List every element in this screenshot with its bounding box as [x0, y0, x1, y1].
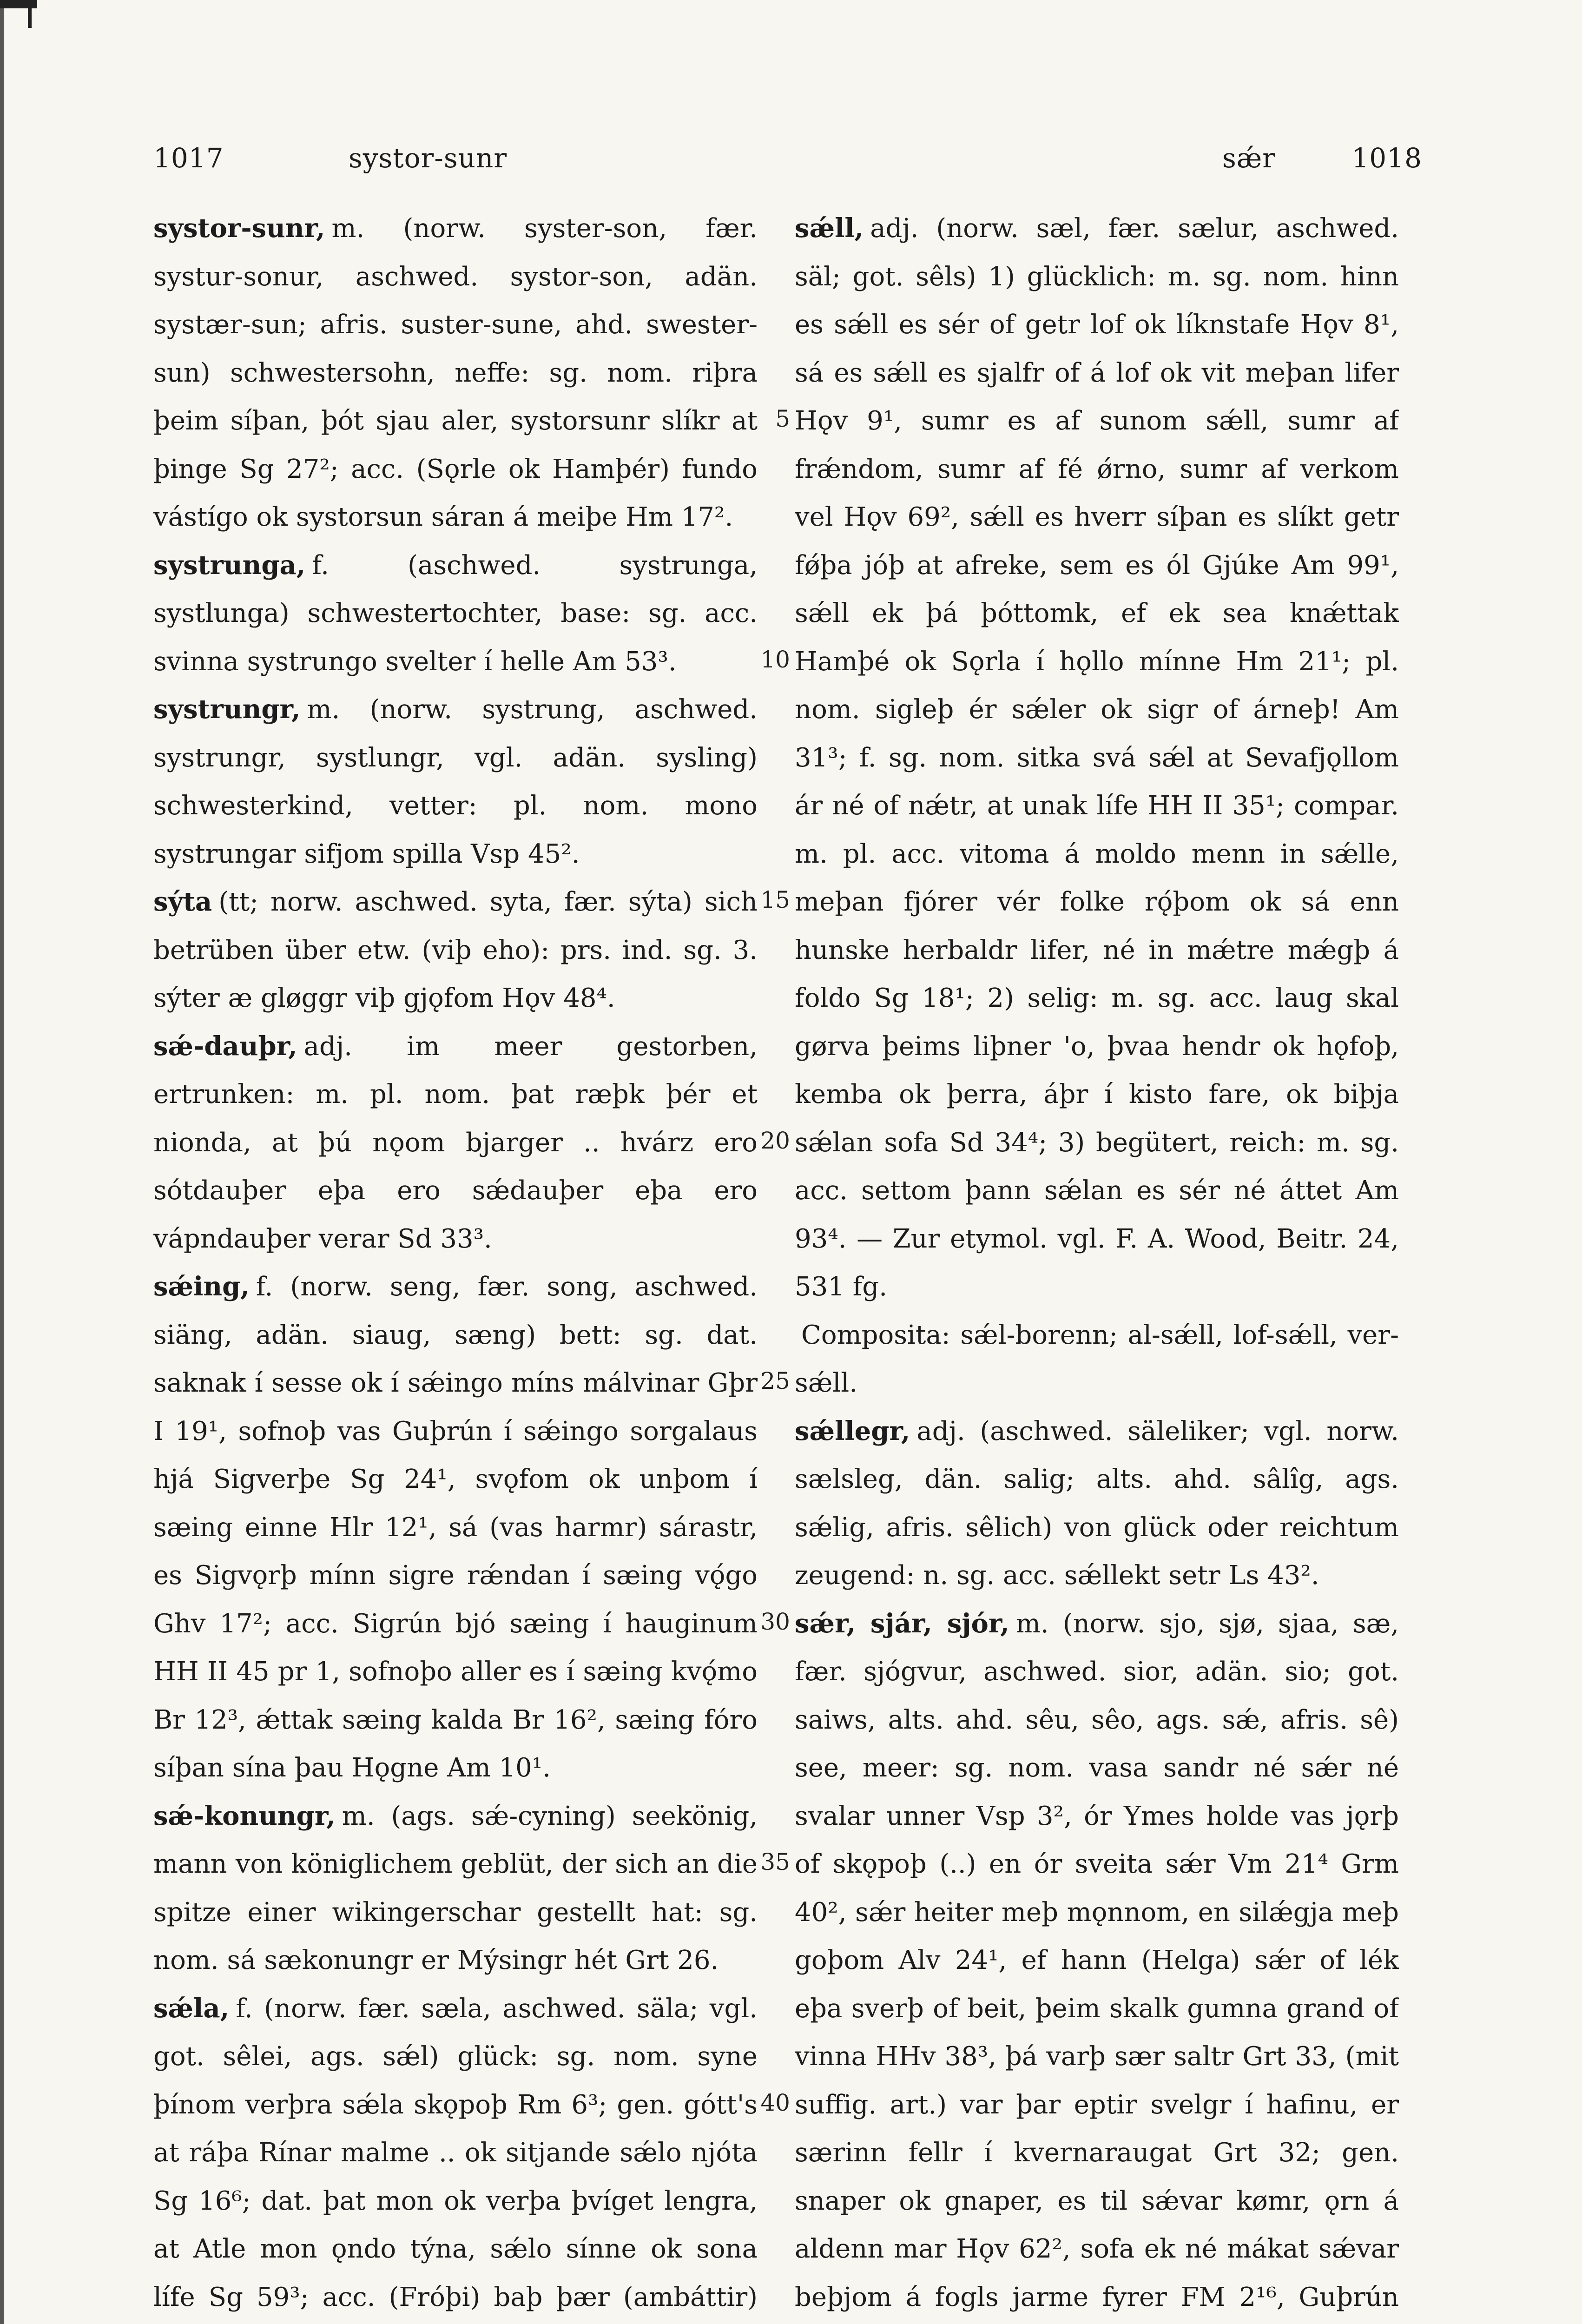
dictionary-entry: [153, 686, 758, 878]
scan-corner-tick: [28, 0, 32, 28]
entry-headword: sǽ-konungr,: [153, 1800, 336, 1831]
entry-headword: sǽ-dauþr,: [153, 1030, 297, 1062]
line-number: 30: [760, 1608, 790, 1635]
right-page-number: 1018: [1351, 142, 1422, 174]
line-number: 25: [760, 1367, 790, 1394]
dictionary-entry: [153, 1985, 758, 2324]
line-number-gutter: [758, 205, 790, 2324]
entry-text: m. (ags. sǽ-cyning) seekönig, mann von königlichem geblüt, der sich an die spitze einer wikingerschar gestellt hat: sg. nom. sá sækonungr er Mýsingr hét Grt 26.: [153, 1801, 758, 1975]
entry-headword: sǽllegr,: [795, 1415, 910, 1446]
line-number: 15: [760, 886, 790, 913]
entry-text: f. (norw. seng, fær. song, aschwed. siäng, adän. siaug, sæng) bett: sg. dat. saknak í sesse ok í sǽingo míns málvinar Gþr I 19¹, sofnoþ vas Guþrún í sǽingo sorgalaus hjá Sigverþe Sg 24¹, svǫfom ok unþom í sæing einne Hlr 12¹, sá (vas harmr) sárastr, es Sigvǫrþ mínn sigre rǽndan í sæing vǫ́go Ghv 17²; acc. Sigrún bjó sæing í hauginum HH II 45 pr 1, sofnoþo aller es í sæing kvǫ́mo Br 12³, ǽttak sæing kalda Br 16², sæing fóro síþan sína þau Hǫgne Am 10¹.: [153, 1272, 758, 1783]
dictionary-entry: [795, 1600, 1399, 2324]
entry-headword: systrungr,: [153, 694, 301, 725]
line-number: 5: [775, 405, 790, 432]
right-column: [795, 205, 1399, 2324]
entry-headword: sǽla,: [153, 1993, 230, 2024]
page-header: [153, 132, 1422, 184]
right-catchword: sǽr: [1222, 142, 1276, 174]
entry-text: m. (norw. systrung, aschwed. systrungr, systlungr, vgl. adän. sysling) schwesterkind, vetter: pl. nom. mono systrungar sifjom spilla Vsp 45².: [153, 694, 758, 869]
scan-edge-bar: [0, 0, 4, 2324]
entry-text: f. (norw. fær. sæla, aschwed. säla; vgl. got. sêlei, ags. sǽl) glück: sg. nom. syne þínom verþra sǽla skǫpoþ Rm 6³; gen. gótt's at ráþa Rínar malme .. ok sitjande sǽlo njóta Sg 16⁶; dat. þat mon ok verþa þvíget lengra, at Atle mon ǫndo týna, sǽlo sínne ok sona lífe Sg 59³; acc. (Fróþi) baþ þær (ambáttir): [153, 1993, 758, 2312]
left-catchword: systor-sunr: [349, 142, 508, 174]
line-number: 20: [760, 1127, 790, 1154]
entry-text: adj. (norw. sæl, fær. sælur, aschwed. säl; got. sêls) 1) glücklich: m. sg. nom. hinn es sǽll es sér of getr lof ok líknstafe Hǫv 8¹, sá es sǽll es sjalfr of á lof ok vit meþan lifer Hǫv 9¹, sumr es af sunom sǽll, sumr af frǽndom, sumr af fé ǿrno, sumr af verkom vel Hǫv 69², sǽll es hverr síþan es slíkt getr fǿþa jóþ at afreke, sem es ól Gjúke Am 99¹, sǽll ek þá þóttomk, ef ek sea knǽttak Hamþé ok Sǫrla í hǫllo mínne Hm 21¹; pl. nom. sigleþ ér sǽler ok sigr of árneþ! Am 31³; f. sg. nom. sitka svá sǽl at Sevafjǫllom ár né of nǽtr, at unak lífe HH II 35¹; compar. m. pl. acc. vitoma á moldo menn in sǽlle, meþan fjórer vér folke rǫ́þom ok sá enn hunske herbaldr lifer, né in mǽtre mǽgþ á foldo Sg 18¹; 2) selig: m. sg. acc. laug skal gørva þeims liþner 'o, þvaa hendr ok hǫfoþ, kemba ok þerra, áþr í kisto fare, ok biþja sǽlan sofa Sd 34⁴; 3) begütert, reich: m. sg. acc. settom þann sǽlan es sér né áttet Am 93⁴. — Zur etymol. vgl. F. A. Wood, Beitr. 24, 531 fg.: [795, 213, 1399, 1302]
dictionary-entry: [795, 1407, 1399, 1600]
dictionary-entry: [153, 205, 758, 541]
dictionary-entry: [153, 878, 758, 1023]
left-column: [153, 205, 758, 2324]
entry-headword: sǽing,: [153, 1271, 250, 1302]
dictionary-entry: [153, 1023, 758, 1263]
dictionary-entry: [795, 205, 1399, 1311]
entry-headword: sýta: [153, 886, 212, 917]
entry-text: adj. (aschwed. säleliker; vgl. norw. sælsleg, dän. salig; alts. ahd. sâlîg, ags. sǽlig, afris. sêlich) von glück oder reichtum zeugend: n. sg. acc. sǽllekt setr Ls 43².: [795, 1416, 1399, 1591]
entry-text: m. (norw. sjo, sjø, sjaa, sæ, fær. sjógvur, aschwed. sior, adän. sio; got. saiws, alts. ahd. sêu, sêo, ags. sǽ, afris. sê) see, meer: sg. nom. vasa sandr né sǽr né svalar unner Vsp 3², ór Ymes holde vas jǫrþ of skǫpoþ (..) en ór sveita sǽr Vm 21⁴ Grm 40², sǽr heiter meþ mǫnnom, en silǽgja meþ goþom Alv 24¹, ef hann (Helga) sǽr of lék eþa sverþ of beit, þeim skalk gumna grand of vinna HHv 38³, þá varþ sær saltr Grt 33, (mit suffig. art.) var þar eptir svelgr í hafinu, er særinn fellr í kvernaraugat Grt 32; gen. snaper ok gnaper, es til sǽvar kømr, ǫrn á aldenn mar Hǫv 62², sofa ek né mákat sǽvar beþjom á fogls jarme fyrer FM 2¹⁶, Guþrún: [795, 1608, 1399, 2312]
left-page-number: 1017: [153, 142, 224, 174]
dictionary-entry: [153, 541, 758, 686]
dictionary-entry: [153, 1263, 758, 1792]
dictionary-entry: [795, 1311, 1399, 1407]
entry-text: Composita: sǽl-borenn; al-sǽll, lof-sǽll, ver-sǽll.: [795, 1320, 1399, 1398]
entry-text: adj. im meer gestorben, ertrunken: m. pl. nom. þat ræþk þér et nionda, at þú nǫom bjarger .. hvárz ero sótdauþer eþa ero sǽdauþer eþa ero vápndauþer verar Sd 33³.: [153, 1031, 758, 1254]
line-number: 35: [760, 1849, 790, 1875]
dictionary-entry: [153, 1792, 758, 1985]
entry-headword: sǽll,: [795, 213, 864, 244]
entry-text: f. (aschwed. systrunga, systlunga) schwestertochter, base: sg. acc. svinna systrungo svelter í helle Am 53³.: [153, 550, 758, 677]
entry-headword: systrunga,: [153, 549, 306, 581]
entry-text: (tt; norw. aschwed. syta, fær. sýta) sich betrüben über etw. (viþ eho): prs. ind. sg. 3. sýter æ gløggr viþ gjǫfom Hǫv 48⁴.: [153, 887, 758, 1013]
entry-headword: systor-sunr,: [153, 213, 325, 244]
entry-text: m. (norw. syster-son, fær. systur-sonur, aschwed. systor-son, adän. systær-sun; afris. suster-sune, ahd. swester-sun) schwestersohn, neffe: sg. nom. riþra þeim síþan, þót sjau aler, systorsunr slíkr at þinge Sg 27²; acc. (Sǫrle ok Hamþér) fundo vástígo ok systorsun sáran á meiþe Hm 17².: [153, 213, 758, 532]
line-number: 10: [760, 646, 790, 673]
scan-corner-mark: [0, 0, 37, 8]
line-number: 40: [760, 2089, 790, 2116]
entry-headword: sǽr, sjár, sjór,: [795, 1608, 1009, 1639]
